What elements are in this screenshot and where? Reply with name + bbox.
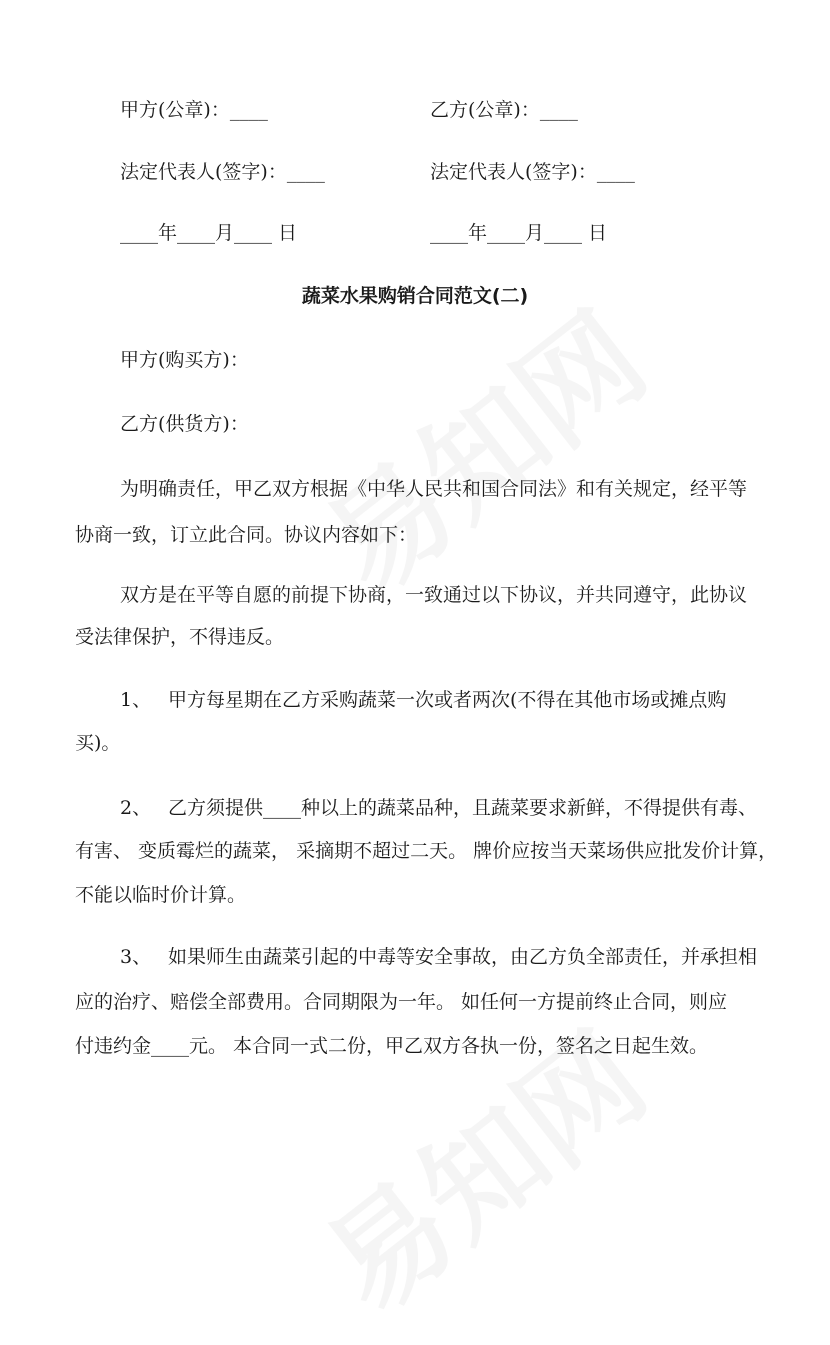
clause-2-line: 有害、 变质霉烂的蔬菜， 采摘期不超过二天。 牌价应按当天菜场供应批发价计算， bbox=[75, 840, 778, 862]
party-a-seal-line: 甲方(公章)：____ bbox=[120, 99, 268, 121]
clause-2-line: 乙方须提供____种以上的蔬菜品种，且蔬菜要求新鲜，不得提供有毒、 bbox=[168, 797, 758, 819]
party-b-label: 乙方(供货方)： bbox=[120, 413, 249, 435]
party-b-seal-line: 乙方(公章)：____ bbox=[430, 99, 578, 121]
party-b-date-line: ____年____月____ 日 bbox=[430, 222, 608, 244]
watermark bbox=[285, 267, 675, 624]
clause-3-line: 付违约金____元。 本合同一式二份，甲乙双方各执一份，签名之日起生效。 bbox=[75, 1035, 709, 1057]
party-b-rep-line: 法定代表人(签字)：____ bbox=[430, 161, 635, 183]
document-title: 蔬菜水果购销合同范文(二) bbox=[301, 285, 529, 307]
party-a-rep-line: 法定代表人(签字)：____ bbox=[120, 161, 325, 183]
clause-3-number: 3、 bbox=[120, 946, 152, 968]
intro-paragraph-line: 协商一致，订立此合同。协议内容如下： bbox=[75, 524, 418, 546]
party-a-label: 甲方(购买方)： bbox=[120, 349, 249, 371]
clause-3-line: 应的治疗、赔偿全部费用。合同期限为一年。 如任何一方提前终止合同，则应 bbox=[75, 991, 728, 1013]
agreement-paragraph-line: 受法律保护，不得违反。 bbox=[75, 626, 285, 648]
party-a-date-line: ____年____月____ 日 bbox=[120, 222, 298, 244]
intro-paragraph-line: 为明确责任，甲乙双方根据《中华人民共和国合同法》和有关规定，经平等 bbox=[120, 478, 748, 500]
clause-2-number: 2、 bbox=[120, 797, 152, 819]
agreement-paragraph-line: 双方是在平等自愿的前提下协商，一致通过以下协议，并共同遵守，此协议 bbox=[120, 584, 748, 606]
clause-1-number: 1、 bbox=[120, 689, 152, 711]
clause-2-line: 不能以临时价计算。 bbox=[75, 884, 247, 906]
clause-1-line: 买)。 bbox=[75, 732, 121, 754]
clause-1-line: 甲方每星期在乙方采购蔬菜一次或者两次(不得在其他市场或摊点购 bbox=[168, 689, 727, 711]
clause-3-line: 如果师生由蔬菜引起的中毒等安全事故，由乙方负全部责任，并承担相 bbox=[168, 946, 758, 968]
